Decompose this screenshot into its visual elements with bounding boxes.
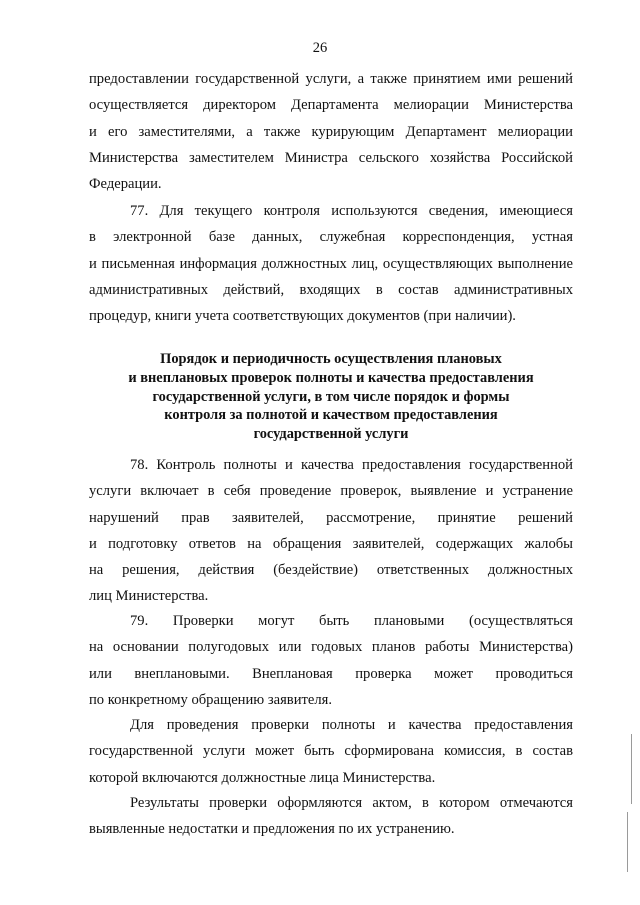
paragraph-78 [89,452,573,610]
heading-line: контроля за полнотой и качеством предоставления [164,407,498,424]
text-line: и подготовку ответов на обращения заявителей, содержащих жалобы [89,535,573,552]
text-line: по конкретному обращению заявителя. [89,691,332,708]
text-line: на основании полугодовых или годовых планов работы Министерства) [89,639,573,656]
paragraph-commission [89,712,573,791]
text-line: Федерации. [89,176,162,193]
text-line: и письменная информация должностных лиц, осуществляющих выполнение [89,255,573,272]
text-line: осуществляется директором Департамента мелиорации Министерства [89,97,573,114]
text-line: Результаты проверки оформляются актом, в котором отмечаются [130,795,573,811]
text-line: которой включаются должностные лица Министерства. [89,769,436,786]
text-line: 77. Для текущего контроля используются сведения, имеющиеся [130,203,573,219]
heading-line: государственной услуги, в том числе порядок и формы [152,388,510,405]
text-line: лиц Министерства. [89,588,209,605]
page-number: 26 [312,40,328,56]
text-line: административных действий, входящих в состав административных [89,281,573,298]
text-line: процедур, книги учета соответствующих документов (при наличии). [89,308,516,325]
paragraph-77 [89,198,573,329]
text-line: на решения, действия (бездействие) ответственных должностных [89,562,573,579]
text-line: в электронной базе данных, служебная корреспонденция, устная [89,229,573,246]
text-line: нарушений прав заявителей, рассмотрение, принятие решений [89,509,573,526]
section-heading [89,350,573,444]
paragraph-results [89,790,573,843]
text-line: Министерства заместителем Министра сельского хозяйства Российской [89,149,573,166]
text-line: предоставлении государственной услуги, а также принятием ими решений [89,71,573,87]
heading-line: государственной услуги [253,426,409,443]
paragraph-continuation [89,66,573,197]
text-line: 78. Контроль полноты и качества предоставления государственной [130,457,573,473]
scan-edge-mark [627,812,628,872]
text-line: выявленные недостатки и предложения по их устранению. [89,821,455,838]
text-line: услуги включает в себя проведение проверок, выявление и устранение [89,483,573,500]
text-line: или внеплановыми. Внеплановая проверка может проводиться [89,665,573,682]
paragraph-79 [89,608,573,713]
heading-line: и внеплановых проверок полноты и качества предоставления [128,369,534,386]
text-line: и его заместителями, а также курирующим Департамент мелиорации [89,123,573,140]
text-line: Для проведения проверки полноты и качества предоставления [130,717,573,733]
heading-line: Порядок и периодичность осуществления плановых [160,351,502,367]
scan-edge-mark [631,734,632,804]
text-line: 79. Проверки могут быть плановыми (осуществляться [130,613,573,629]
text-line: государственной услуги может быть сформирована комиссия, в состав [89,743,573,760]
